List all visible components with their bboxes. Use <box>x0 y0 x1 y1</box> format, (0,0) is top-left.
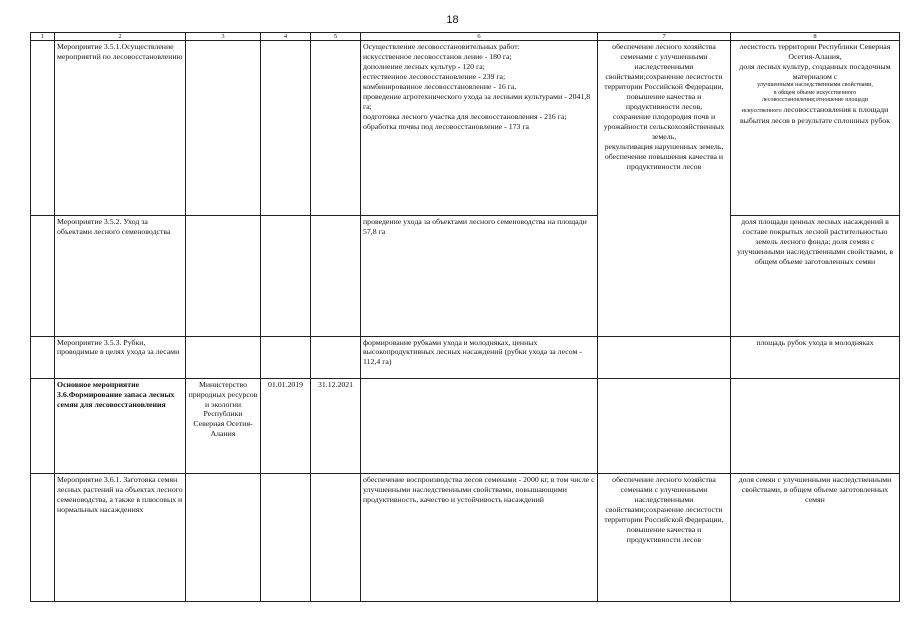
col-num-5: 5 <box>311 33 361 41</box>
table-row <box>31 41 900 216</box>
expected-result: обеспечение воспроизводства лесов семенами - 2000 кг, в том числе с улучшенными наследственными свойствами, повышающими продуктивность, качество и устойчивость насаждений <box>361 473 598 601</box>
indicators-cell: доля площади ценных лесных насаждений в составе покрытых лесной растительностью земель лесного фонда; доля семян с улучшенными наследственными свойствами, в общем объеме заготовленных семян <box>731 216 900 336</box>
executor-cell: Министерство природных ресурсов и экологии Республики Северная Осетия-Алания <box>186 378 261 473</box>
expected-result: Осуществление лесовосстановительных работ: искусственное лесовосстанов ление - 180 га; дополнение лесных культур - 120 га; естественное лесовосстановление - 239 га; комбинированное лесовосстановление - 16 га, проведение агротехнического ухода за лесными культурами - 2041,8 га; подготовка лесного участка для лесовосстановления - 216 га; обработка почвы под лесовосстановление - 173 га <box>361 41 598 216</box>
start-date: 01.01.2019 <box>261 378 311 473</box>
col-num-6: 6 <box>361 33 598 41</box>
expected-result: формирование рубками ухода в молодняках, ценных высокопродуктивных лесных насаждений (рубки ухода за лесом - 112,4 га) <box>361 336 598 378</box>
table-row <box>31 336 900 378</box>
page-number: 18 <box>446 14 459 26</box>
table-row <box>31 473 900 601</box>
col-num-8: 8 <box>731 33 900 41</box>
main-measure-name: Основное мероприятие 3.6.Формирование запаса лесных семян для лесовосстановления <box>55 378 186 473</box>
col-num-4: 4 <box>261 33 311 41</box>
col-num-2: 2 <box>55 33 186 41</box>
col-num-7: 7 <box>598 33 731 41</box>
measure-name: Мероприятие 3.5.3. Рубки, проводимые в целях ухода за лесами <box>55 336 186 378</box>
table-row <box>31 216 900 336</box>
indicators-cell: площадь рубок ухода в молодняках <box>731 336 900 378</box>
column-number-row <box>31 33 900 41</box>
measure-name: Мероприятие 3.5.1.Осуществление мероприятий по лесовосстановлению <box>55 41 186 216</box>
measure-name: Мероприятие 3.5.2. Уход за объектами лесного семеноводства <box>55 216 186 336</box>
indicators-cell: лесистость территории Республики Северная Осетия-Алания, доля лесных культур, созданных посадочным материалом с улучшенными наследственными свойствами, в общем объеме искусственного лесовосстановления;отношение площади искусственного лесовосстановления к площади выбытия лесов в результате сплошных рубок <box>731 41 900 216</box>
objectives-cell: обеспечение лесного хозяйства семенами с улучшенными наследственными свойствами;сохранение лесистости территории Российской Федерации, повышение качества и продуктивности лесов, сохранение плодородия почв и урожайности сельскохозяйственных земель, рекультивация нарушенных земель, обеспечение повышения качества и продуктивности лесов <box>598 41 731 337</box>
objectives-cell: обеспечение лесного хозяйства семенами с улучшенными наследственными свойствами;сохранение лесистости территории Российской Федерации, повышение качества и продуктивности лесов <box>598 473 731 601</box>
col-num-1: 1 <box>31 33 55 41</box>
measure-name: Мероприятие 3.6.1. Заготовка семян лесных растений на объектах лесного семеноводства, а также в плюсовых и нормальных насаждениях <box>55 473 186 601</box>
expected-result: проведение ухода за объектами лесного семеноводства на площади 57,8 га <box>361 216 598 336</box>
indicators-cell: доля семян с улучшенными наследственными свойствами, в общем объеме заготовленных семян <box>731 473 900 601</box>
col-num-3: 3 <box>186 33 261 41</box>
table-row <box>31 378 900 473</box>
end-date: 31.12.2021 <box>311 378 361 473</box>
plan-table <box>30 32 900 602</box>
